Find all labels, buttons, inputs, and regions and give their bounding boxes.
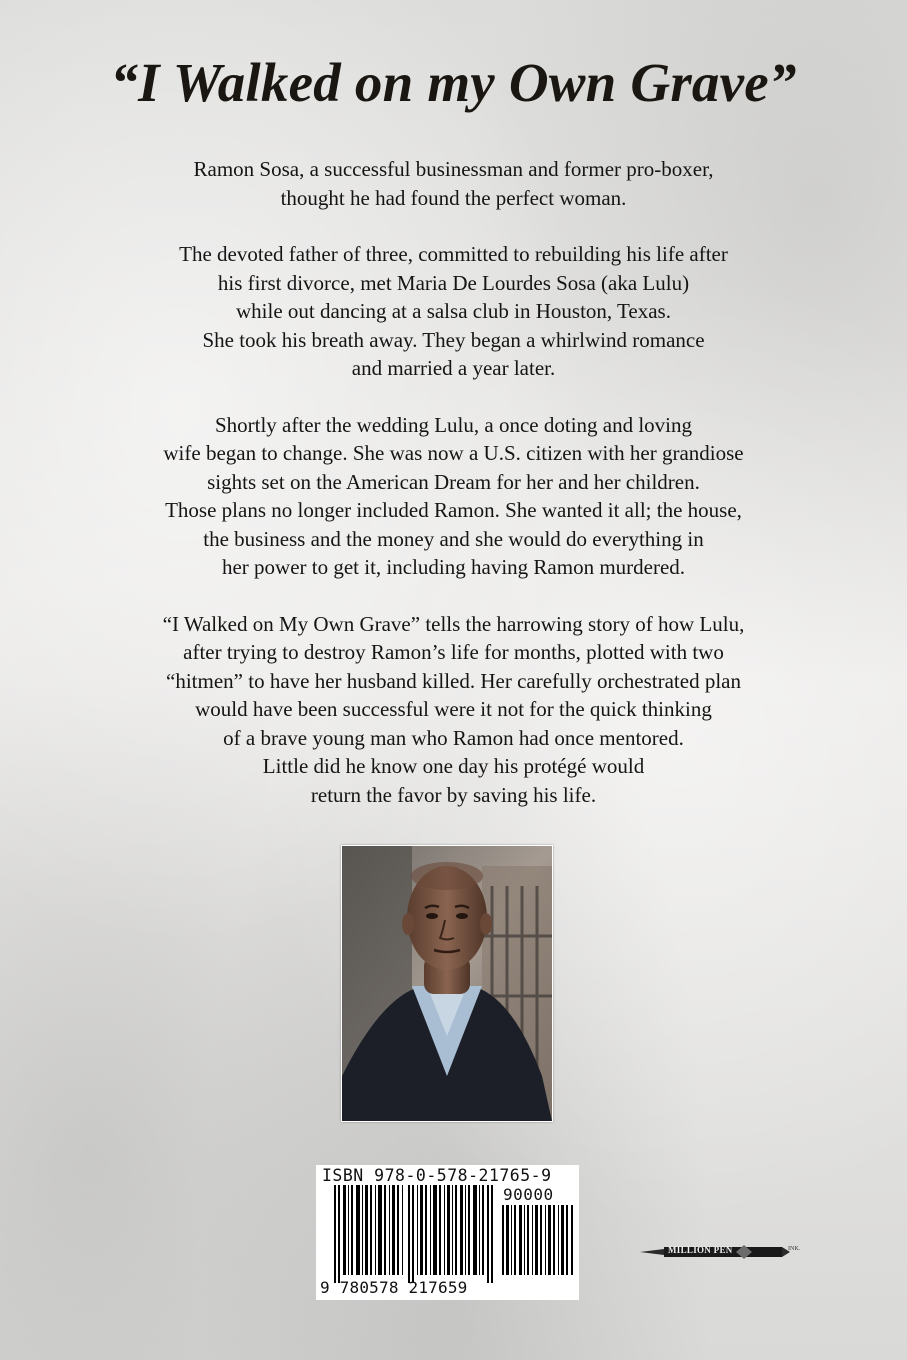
blurb-line: “hitmen” to have her husband killed. Her carefully orchestrated plan bbox=[166, 668, 741, 693]
blurb-line: She took his breath away. They began a whirlwind romance bbox=[202, 327, 705, 352]
blurb-line: his first divorce, met Maria De Lourdes Sosa (aka Lulu) bbox=[217, 270, 690, 295]
book-title: “I Walked on my Own Grave” bbox=[110, 52, 797, 113]
blurb-line: wife began to change. She was now a U.S. citizen with her grandiose bbox=[163, 441, 744, 465]
price-addon-bars bbox=[502, 1205, 574, 1275]
book-blurb bbox=[60, 155, 847, 837]
isbn-barcode bbox=[316, 1165, 579, 1300]
blurb-line: “I Walked on My Own Grave” tells the harrowing story of how Lulu, bbox=[162, 611, 745, 636]
barcode-digits: 9 780578 217659 bbox=[320, 1278, 468, 1297]
author-portrait-illustration bbox=[342, 846, 552, 1121]
blurb-paragraph-3 bbox=[60, 411, 847, 582]
blurb-line: The devoted father of three, committed to rebuilding his life after bbox=[179, 242, 728, 266]
blurb-line: sights set on the American Dream for her and her children. bbox=[207, 469, 700, 494]
price-code: 90000 bbox=[503, 1185, 554, 1204]
blurb-line: Those plans no longer included Ramon. She wanted it all; the house, bbox=[165, 498, 742, 522]
blurb-paragraph-4 bbox=[60, 610, 847, 810]
barcode-bars bbox=[334, 1185, 494, 1283]
blurb-line: her power to get it, including having Ramon murdered. bbox=[221, 555, 686, 579]
blurb-line: while out dancing at a salsa club in Houston, Texas. bbox=[236, 299, 671, 323]
blurb-line: thought he had found the perfect woman. bbox=[280, 185, 627, 210]
blurb-line: Little did he know one day his protégé would bbox=[262, 754, 645, 778]
blurb-line: return the favor by saving his life. bbox=[310, 782, 597, 807]
publisher-logo bbox=[640, 1243, 812, 1261]
blurb-line: Ramon Sosa, a successful businessman and former pro-boxer, bbox=[193, 157, 714, 181]
author-photo bbox=[341, 845, 553, 1122]
publisher-suffix: INK. bbox=[788, 1246, 801, 1252]
blurb-paragraph-2 bbox=[60, 240, 847, 383]
publisher-name: MILLION PEN bbox=[668, 1245, 733, 1255]
blurb-line: of a brave young man who Ramon had once mentored. bbox=[223, 725, 684, 750]
blurb-line: the business and the money and she would do everything in bbox=[203, 526, 704, 551]
blurb-line: would have been successful were it not for the quick thinking bbox=[195, 697, 712, 721]
blurb-line: and married a year later. bbox=[351, 356, 556, 380]
blurb-line: Shortly after the wedding Lulu, a once doting and loving bbox=[214, 412, 693, 437]
blurb-paragraph-1 bbox=[60, 155, 847, 212]
isbn-number: ISBN 978-0-578-21765-9 bbox=[322, 1166, 552, 1185]
blurb-line: after trying to destroy Ramon’s life for months, plotted with two bbox=[183, 640, 724, 664]
